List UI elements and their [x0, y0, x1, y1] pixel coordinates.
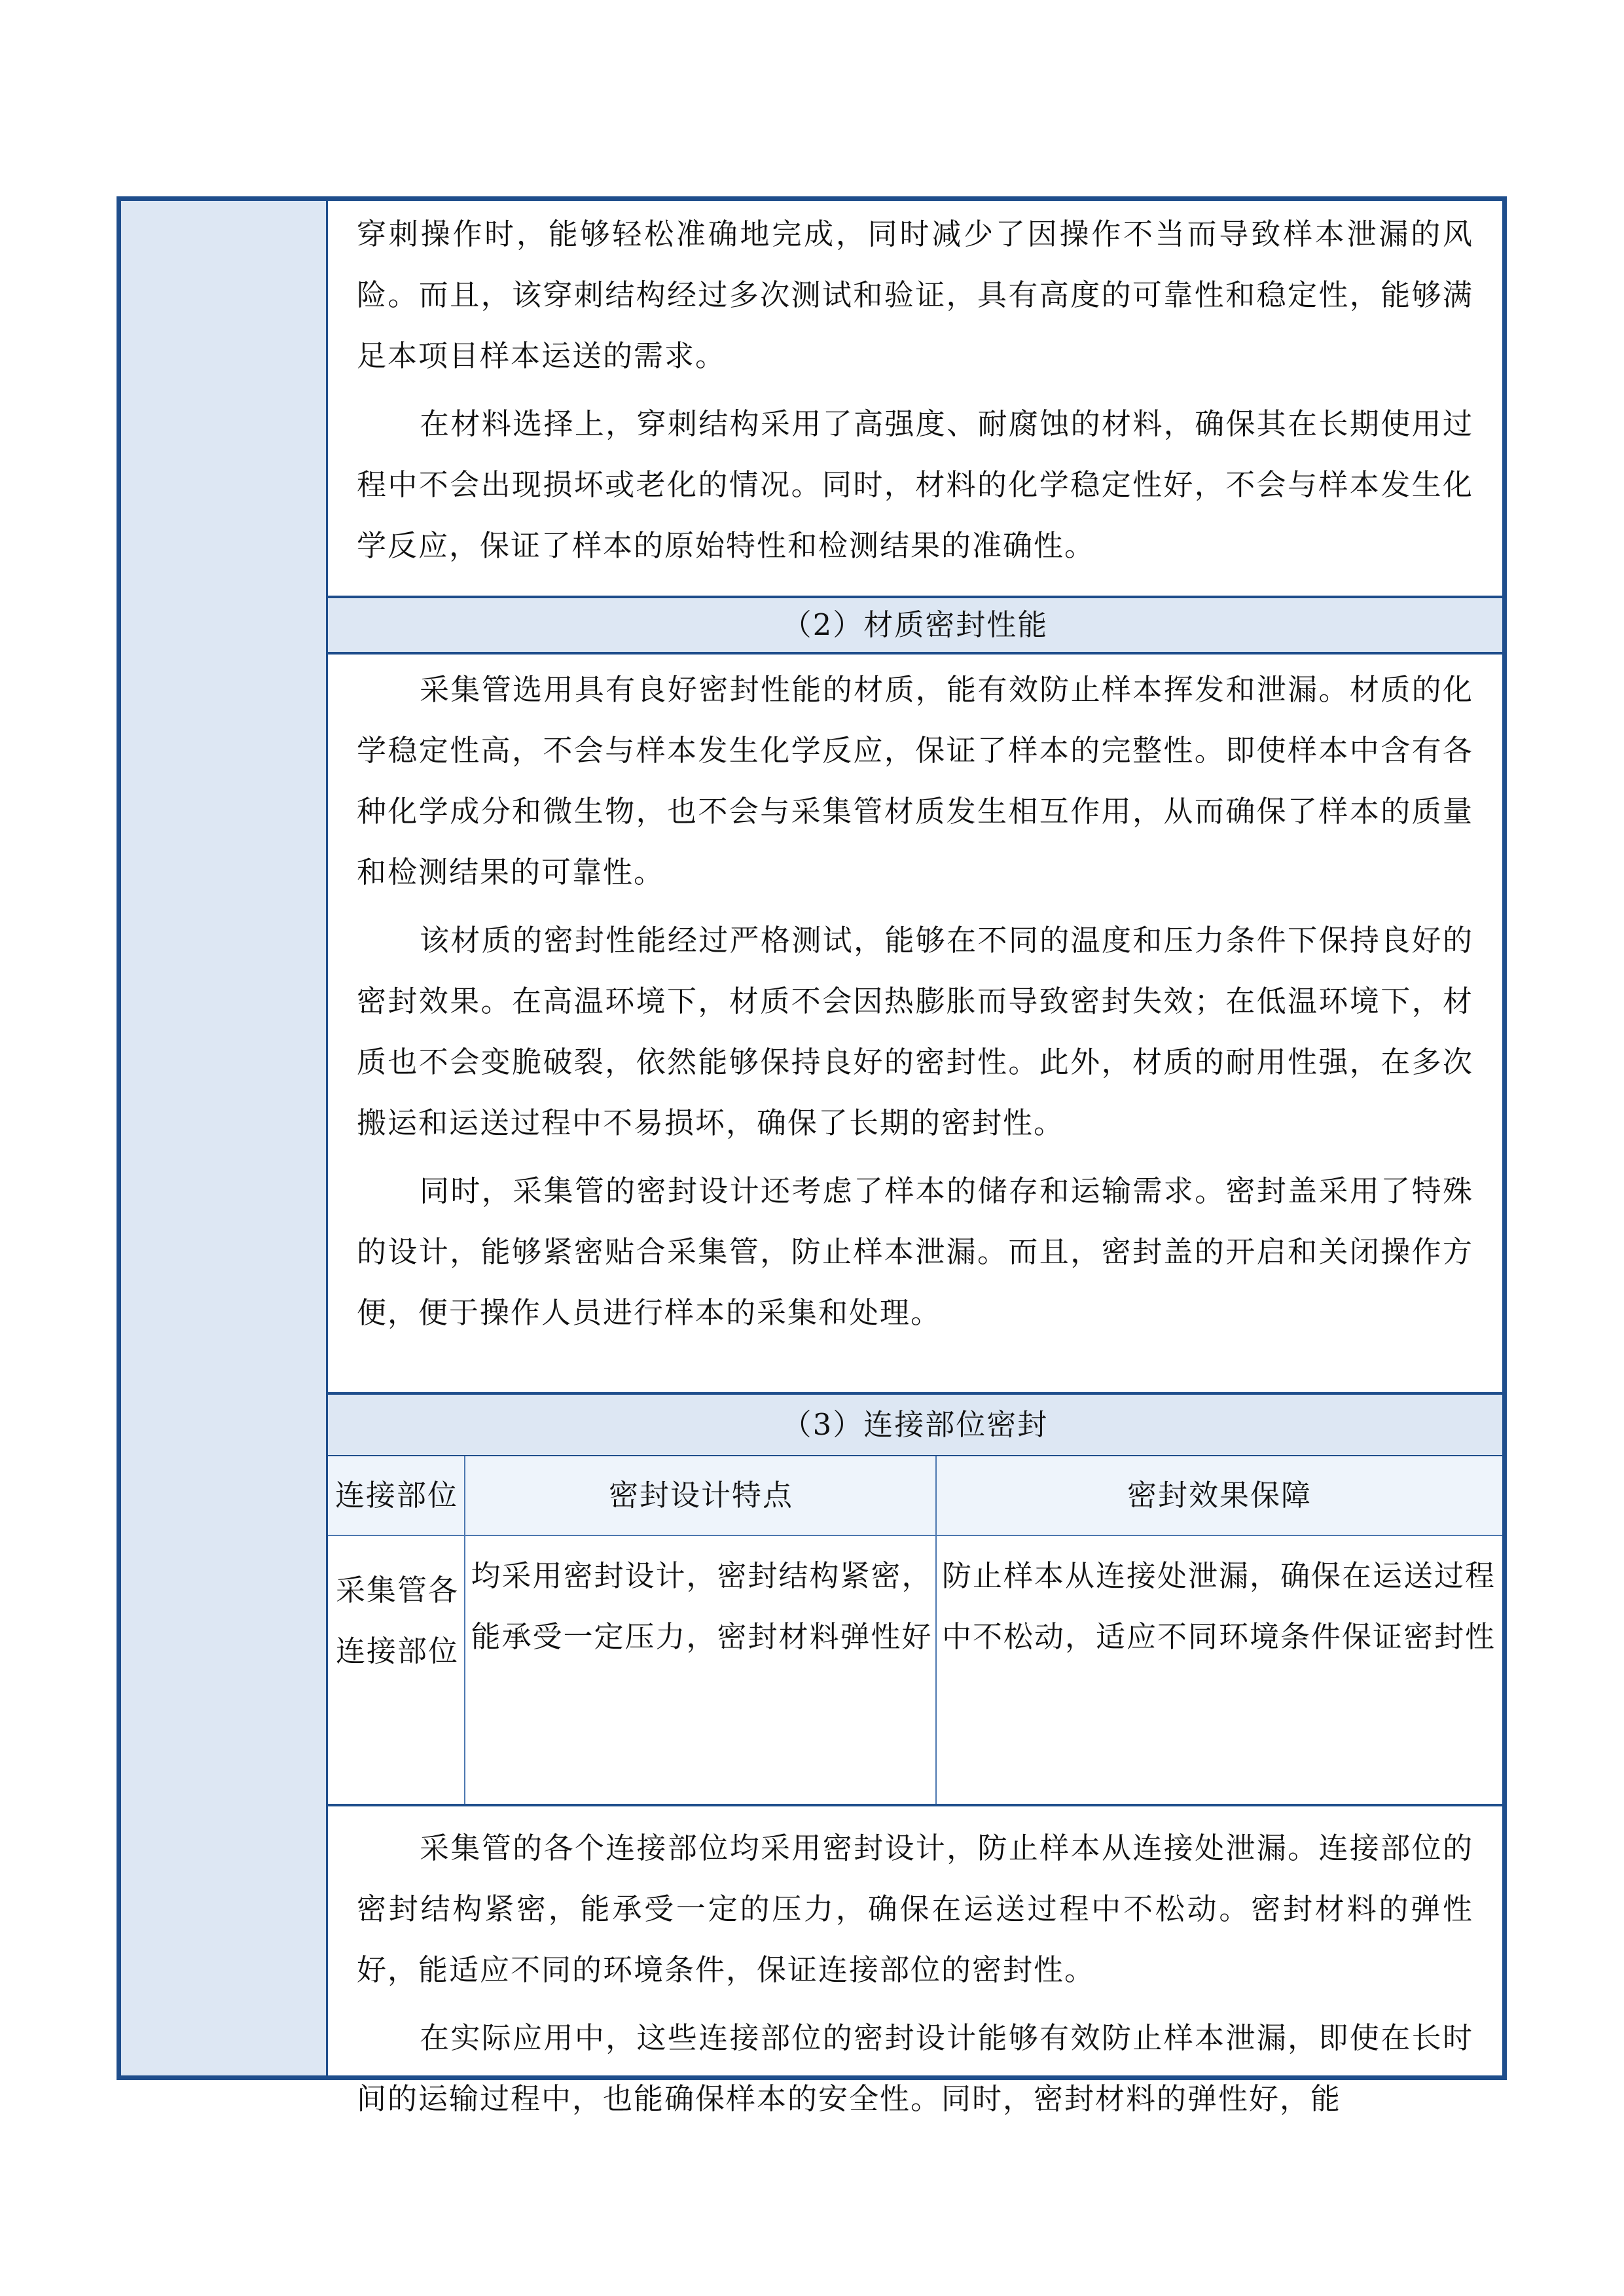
section-top-text: [328, 204, 1502, 576]
table-cell: 采集管各连接部位: [335, 1573, 459, 1668]
paragraph: 采集管选用具有良好密封性能的材质，能有效防止样本挥发和泄漏。材质的化学稳定性高，不会与样本发生化学反应，保证了样本的完整性。即使样本中含有各种化学成分和微生物，也不会与采集管材质发生相互作用，从而确保了样本的质量和检测结果的可靠性。: [357, 672, 1473, 889]
paragraph: 穿刺操作时，能够轻松准确地完成，同时减少了因操作不当而导致样本泄漏的风险。而且，该穿刺结构经过多次测试和验证，具有高度的可靠性和稳定性，能够满足本项目样本运送的需求。: [357, 217, 1473, 373]
table-header-cell: 密封设计特点: [608, 1478, 793, 1513]
paragraph: 在材料选择上，穿刺结构采用了高强度、耐腐蚀的材料，确保其在长期使用过程中不会出现损坏或老化的情况。同时，材料的化学稳定性好，不会与样本发生化学反应，保证了样本的原始特性和检测结果的准确性。: [357, 406, 1473, 563]
table-divider: [464, 1456, 465, 1804]
seal-table: [328, 1456, 1502, 1806]
table-header-row: [328, 1456, 1502, 1536]
table-cell: 均采用密封设计，密封结构紧密，能承受一定压力，密封材料弹性好: [471, 1558, 933, 1654]
section-3-text: [328, 1818, 1502, 2129]
paragraph: 采集管的各个连接部位均采用密封设计，防止样本从连接处泄漏。连接部位的密封结构紧密，能承受一定的压力，确保在运送过程中不松动。密封材料的弹性好，能适应不同的环境条件，保证连接部位的密封性。: [357, 1831, 1473, 1987]
table-divider: [935, 1456, 937, 1804]
document-frame: [117, 196, 1507, 2116]
paragraph: 在实际应用中，这些连接部位的密封设计能够有效防止样本泄漏，即使在长时间的运输过程中，也能确保样本的安全性。同时，密封材料的弹性好，能: [357, 2020, 1473, 2116]
section-3-heading: （3）连接部位密封: [328, 1392, 1502, 1458]
table-cell: 防止样本从连接处泄漏，确保在运送过程中不松动，适应不同环境条件保证密封性: [941, 1558, 1496, 1654]
table-header-cell: 密封效果保障: [1127, 1478, 1312, 1513]
section-2-heading: （2）材质密封性能: [328, 596, 1502, 655]
paragraph: 同时，采集管的密封设计还考虑了样本的储存和运输需求。密封盖采用了特殊的设计，能够紧密贴合采集管，防止样本泄漏。而且，密封盖的开启和关闭操作方便，便于操作人员进行样本的采集和处理。: [357, 1174, 1473, 1330]
section-2-text: [328, 659, 1502, 1343]
content-column: [328, 201, 1502, 2116]
paragraph: 该材质的密封性能经过严格测试，能够在不同的温度和压力条件下保持良好的密封效果。在高温环境下，材质不会因热膨胀而导致密封失效；在低温环境下，材质也不会变脆破裂，依然能够保持良好的密封性。此外，材质的耐用性强，在多次搬运和运送过程中不易损坏，确保了长期的密封性。: [357, 923, 1473, 1140]
left-label-column: [121, 201, 328, 2075]
table-header-cell: 连接部位: [334, 1478, 458, 1513]
